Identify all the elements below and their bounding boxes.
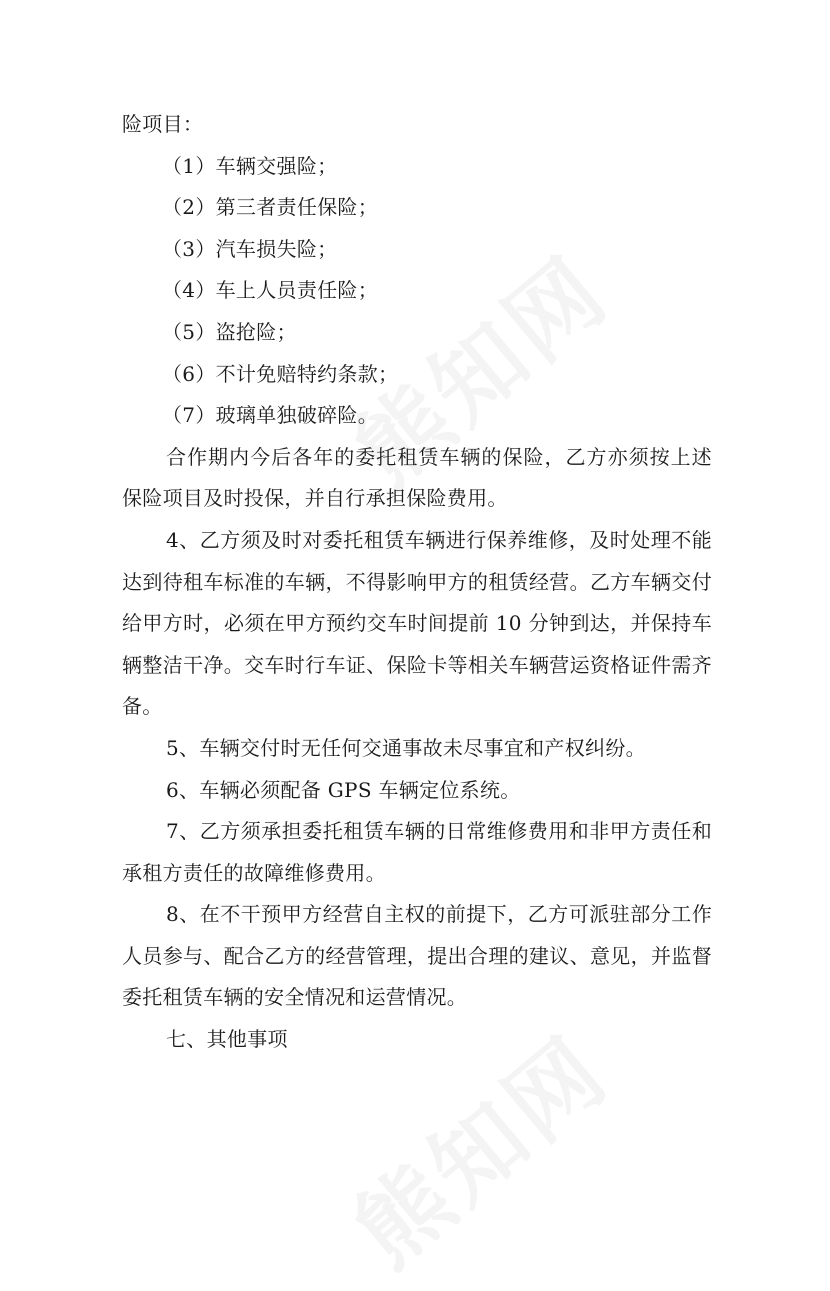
list-item: （1）车辆交强险； bbox=[162, 153, 338, 178]
paragraph-continuation: 险项目： bbox=[122, 112, 204, 136]
list-item: （4）车上人员责任险； bbox=[162, 278, 379, 303]
document-body bbox=[122, 104, 712, 1061]
clause-6: 6、车辆必须配备 GPS 车辆定位系统。 bbox=[166, 777, 521, 802]
paragraph: 合作期内今后各年的委托租赁车辆的保险，乙方亦须按上述保险项目及时投保，并自行承担保险费用。 bbox=[122, 444, 712, 511]
list-item: （5）盗抢险； bbox=[162, 319, 297, 344]
clause-5: 5、车辆交付时无任何交通事故未尽事宜和产权纠纷。 bbox=[166, 735, 646, 760]
list-item: （7）玻璃单独破碎险。 bbox=[162, 403, 379, 428]
clause-7: 7、乙方须承担委托租赁车辆的日常维修费用和非甲方责任和承租方责任的故障维修费用。 bbox=[122, 819, 712, 885]
list-item: （2）第三者责任保险； bbox=[162, 195, 379, 220]
clause-4: 4、乙方须及时对委托租赁车辆进行保养维修，及时处理不能达到待租车标准的车辆，不得影响甲方的租赁经营。乙方车辆交付给甲方时，必须在甲方预约交车时间提前 10 分钟到达，并保持车辆整洁干净。交车时行车证、保险卡等相关车辆营运资格证件需齐备。 bbox=[122, 527, 712, 719]
section-heading: 七、其他事项 bbox=[166, 1027, 288, 1052]
clause-8: 8、在不干预甲方经营自主权的前提下，乙方可派驻部分工作人员参与、配合乙方的经营管理，提出合理的建议、意见，并监督委托租赁车辆的安全情况和运营情况。 bbox=[122, 902, 712, 1010]
list-item: （3）汽车损失险； bbox=[162, 236, 338, 261]
list-item: （6）不计免赔特约条款； bbox=[162, 361, 399, 386]
